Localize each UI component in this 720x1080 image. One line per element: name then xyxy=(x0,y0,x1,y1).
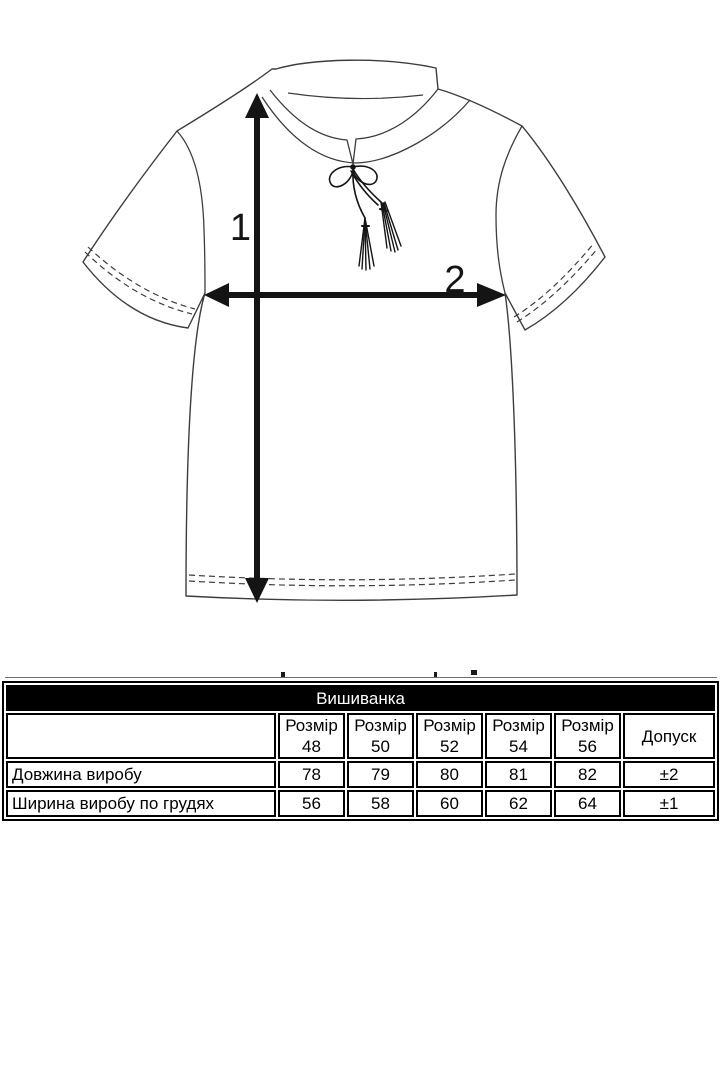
cropped-text-artifact xyxy=(471,670,477,675)
table-cell: 62 xyxy=(485,790,552,817)
table-row-chest-width xyxy=(6,790,715,817)
table-title-row xyxy=(6,685,715,711)
size-column-header-50 xyxy=(347,713,414,759)
table-corner-cell xyxy=(6,713,276,759)
size-column-header-52 xyxy=(416,713,483,759)
table-cell: 80 xyxy=(416,761,483,788)
size-header-number: 52 xyxy=(440,737,459,756)
measurement-label-2: 2 xyxy=(444,259,466,301)
size-header-word: Розмір xyxy=(423,716,476,735)
size-header-number: 56 xyxy=(578,737,597,756)
size-column-header-48 xyxy=(278,713,345,759)
table-cell: 56 xyxy=(278,790,345,817)
size-header-number: 50 xyxy=(371,737,390,756)
size-column-header-54 xyxy=(485,713,552,759)
table-cell: 78 xyxy=(278,761,345,788)
size-header-word: Розмір xyxy=(354,716,407,735)
table-cell: 81 xyxy=(485,761,552,788)
size-table xyxy=(2,681,719,821)
cropped-text-artifact xyxy=(434,672,437,677)
tolerance-cell: ±2 xyxy=(623,761,715,788)
measurement-label-1: 1 xyxy=(229,207,251,249)
tolerance-column-header: Допуск xyxy=(623,713,715,759)
size-header-word: Розмір xyxy=(561,716,614,735)
row-label: Довжина виробу xyxy=(6,761,276,788)
table-header-row xyxy=(6,713,715,759)
table-cell: 58 xyxy=(347,790,414,817)
table-row-length xyxy=(6,761,715,788)
table-cell: 82 xyxy=(554,761,621,788)
tolerance-cell: ±1 xyxy=(623,790,715,817)
table-cell: 64 xyxy=(554,790,621,817)
row-label: Ширина виробу по грудях xyxy=(6,790,276,817)
shirt-silhouette xyxy=(83,60,605,600)
cropped-text-artifact xyxy=(281,672,285,677)
size-column-header-56 xyxy=(554,713,621,759)
table-cell: 60 xyxy=(416,790,483,817)
size-header-number: 54 xyxy=(509,737,528,756)
table-title: Вишиванка xyxy=(6,685,715,711)
table-cell: 79 xyxy=(347,761,414,788)
size-header-word: Розмір xyxy=(285,716,338,735)
size-header-word: Розмір xyxy=(492,716,545,735)
size-header-number: 48 xyxy=(302,737,321,756)
cropped-line-artifact xyxy=(5,677,717,678)
